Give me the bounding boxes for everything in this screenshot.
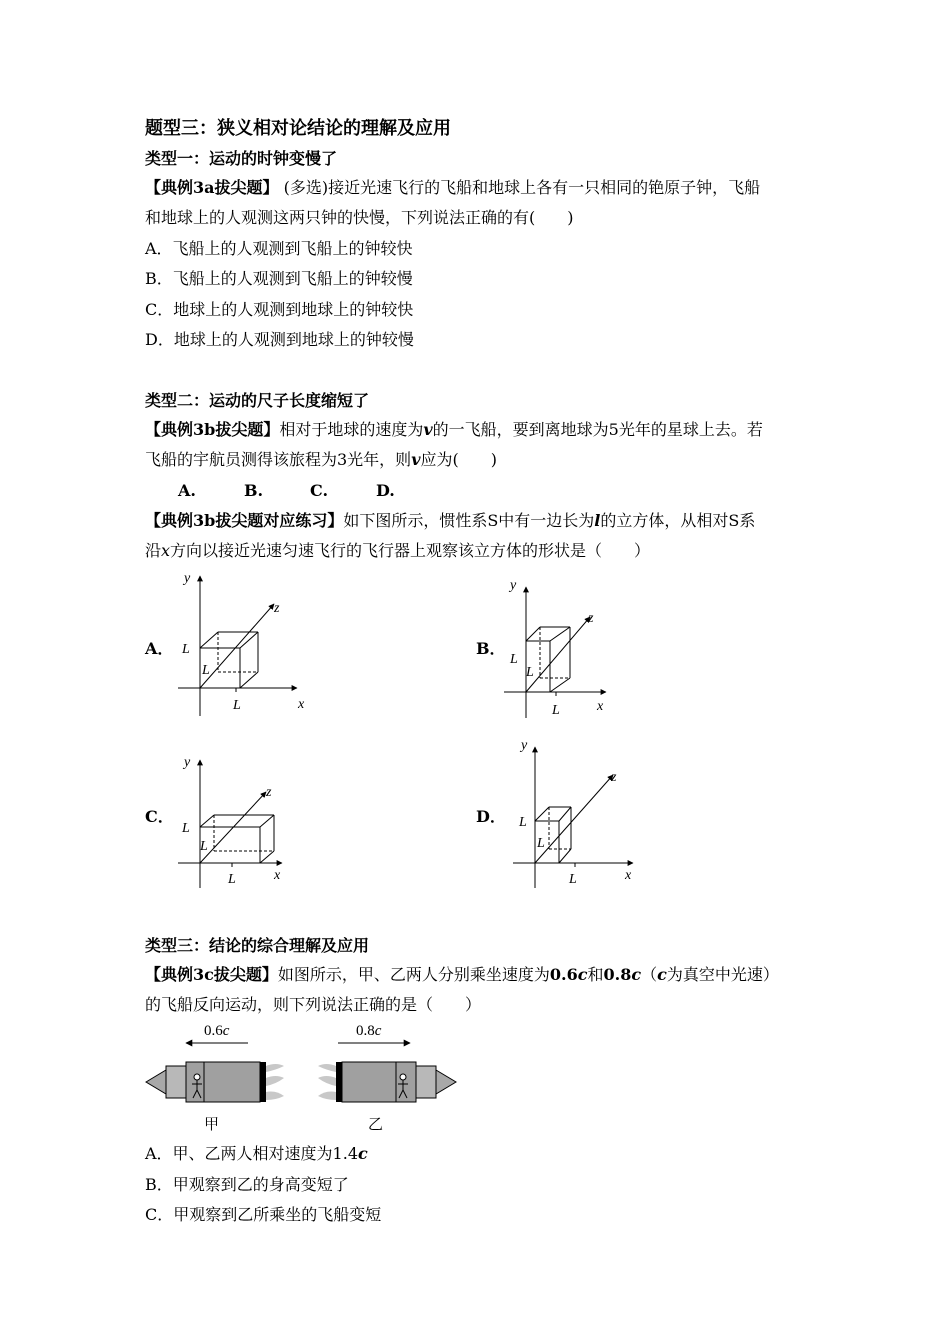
type2-stem-text-b: 的一飞船，要到离地球为5光年的星球上去。若 bbox=[432, 420, 763, 439]
person-label-yi: 乙 bbox=[368, 1117, 384, 1133]
type1-option-b: B．飞船上的人观测到飞船上的钟较慢 bbox=[145, 269, 413, 288]
spaceship-right bbox=[318, 1062, 456, 1102]
type3-heading: 类型三：结论的综合理解及应用 bbox=[145, 936, 370, 955]
c-symbol: c bbox=[358, 1144, 368, 1163]
type2-stem-text-a: 相对于地球的速度为 bbox=[279, 420, 424, 439]
type1-option-c: C．地球上的人观测到地球上的钟较快 bbox=[145, 300, 414, 319]
type1-stem-line1 bbox=[145, 178, 760, 198]
type2-example-tag: 【典例3b拔尖题】 bbox=[145, 420, 280, 439]
speed-value-2: 0.8 bbox=[603, 965, 632, 984]
type3-stem-line2: 的飞船反向运动，则下列说法正确的是（ ） bbox=[145, 995, 482, 1014]
type3-stem-text: 如图所示，甲、乙两人分别乘坐速度为 bbox=[277, 965, 550, 984]
paren-open: （ bbox=[641, 965, 658, 984]
x-axis-label: x bbox=[274, 868, 281, 883]
z-axis-label: z bbox=[588, 611, 594, 626]
figure-option-a: A． bbox=[145, 639, 174, 658]
velocity-symbol: v bbox=[423, 420, 433, 439]
type2-heading: 类型二：运动的尺子长度缩短了 bbox=[145, 391, 370, 410]
type1-option-a: A．飞船上的人观测到飞船上的钟较快 bbox=[145, 239, 413, 258]
l-label: L bbox=[233, 698, 241, 713]
type3-example-tag: 【典例3c拔尖题】 bbox=[145, 965, 278, 984]
l-label: L bbox=[569, 872, 577, 887]
x-axis-label: x bbox=[597, 699, 604, 714]
light-speed-note: 为真空中光速） bbox=[666, 965, 779, 984]
x-symbol: x bbox=[161, 541, 171, 560]
type1-stem-line2: 和地球上的人观测这两只钟的快慢，下列说法正确的有( ) bbox=[145, 208, 574, 227]
type2-choice-c: C. bbox=[310, 481, 329, 500]
l-label: L bbox=[202, 663, 210, 678]
spaceship-left bbox=[146, 1062, 284, 1102]
type3-option-c: C．甲观察到乙所乘坐的飞船变短 bbox=[145, 1205, 382, 1224]
type2-stem-line1 bbox=[145, 420, 763, 440]
x-axis-label: x bbox=[625, 868, 632, 883]
z-axis-label: z bbox=[611, 770, 617, 785]
type2-choice-b: B. bbox=[244, 481, 264, 500]
spaceships-figure bbox=[140, 1018, 460, 1138]
type2-stem2-text-a: 飞船的宇航员测得该旅程为3光年，则 bbox=[145, 450, 412, 469]
figure-option-b: B． bbox=[476, 639, 506, 658]
practice-tag: 【典例3b拔尖题对应练习】 bbox=[145, 511, 344, 530]
velocity-symbol: v bbox=[411, 450, 421, 469]
speed-value-1: 0.6 bbox=[549, 965, 578, 984]
practice-line1 bbox=[145, 511, 755, 531]
type2-choice-a: A. bbox=[178, 481, 196, 500]
l-label: L bbox=[228, 872, 236, 887]
velocity-label-right: 0.8c bbox=[356, 1023, 382, 1039]
l-label: L bbox=[182, 642, 190, 657]
type3-option-a bbox=[145, 1144, 368, 1164]
c-symbol: c bbox=[577, 965, 588, 984]
l-label: L bbox=[182, 821, 190, 836]
z-axis-label: z bbox=[274, 601, 280, 616]
figure-option-c: C． bbox=[145, 807, 174, 826]
and-text: 和 bbox=[587, 965, 604, 984]
type1-stem-text: (多选)接近光速飞行的飞船和地球上各有一只相同的铯原子钟，飞船 bbox=[278, 178, 761, 197]
z-axis-label: z bbox=[266, 785, 272, 800]
length-symbol: l bbox=[594, 511, 601, 530]
figure-c-box bbox=[170, 752, 300, 890]
type1-example-tag: 【典例3a拔尖题】 bbox=[145, 178, 279, 197]
type2-stem-line2 bbox=[145, 450, 497, 470]
l-label: L bbox=[510, 652, 518, 667]
figure-option-d: D． bbox=[476, 807, 506, 826]
section-title: 题型三：狭义相对论结论的理解及应用 bbox=[145, 118, 451, 139]
l-label: L bbox=[552, 703, 560, 718]
y-axis-label: y bbox=[184, 755, 191, 770]
practice-text-b: 的立方体，从相对S系 bbox=[600, 511, 756, 530]
type3-option-a-text: A．甲、乙两人相对速度为1.4 bbox=[145, 1144, 359, 1163]
velocity-label-left: 0.6c bbox=[204, 1023, 230, 1039]
y-axis-label: y bbox=[521, 738, 528, 753]
practice-text-a: 如下图所示，惯性系S中有一边长为 bbox=[343, 511, 595, 530]
practice2-text-a: 沿 bbox=[145, 541, 162, 560]
c-symbol: c bbox=[657, 965, 667, 984]
person-label-jia: 甲 bbox=[204, 1117, 220, 1133]
l-label: L bbox=[519, 815, 527, 830]
y-axis-label: y bbox=[510, 578, 517, 593]
type1-option-d: D．地球上的人观测到地球上的钟较慢 bbox=[145, 330, 414, 349]
type2-choice-d: D. bbox=[376, 481, 395, 500]
practice2-text-b: 方向以接近光速匀速飞行的飞行器上观察该立方体的形状是（ ） bbox=[170, 541, 651, 560]
x-axis-label: x bbox=[298, 697, 305, 712]
type3-stem-line1 bbox=[145, 965, 779, 985]
y-axis-label: y bbox=[184, 571, 191, 586]
type3-option-b: B．甲观察到乙的身高变短了 bbox=[145, 1175, 349, 1194]
c-symbol: c bbox=[631, 965, 642, 984]
l-label: L bbox=[200, 839, 208, 854]
figure-b-box bbox=[498, 575, 618, 720]
type2-stem2-text-b: 应为( ) bbox=[420, 450, 497, 469]
practice-line2 bbox=[145, 541, 650, 561]
l-label: L bbox=[537, 836, 545, 851]
figure-d-box bbox=[505, 735, 640, 890]
type1-heading: 类型一：运动的时钟变慢了 bbox=[145, 149, 338, 168]
l-label: L bbox=[526, 665, 534, 680]
figure-a-cube bbox=[170, 568, 310, 718]
